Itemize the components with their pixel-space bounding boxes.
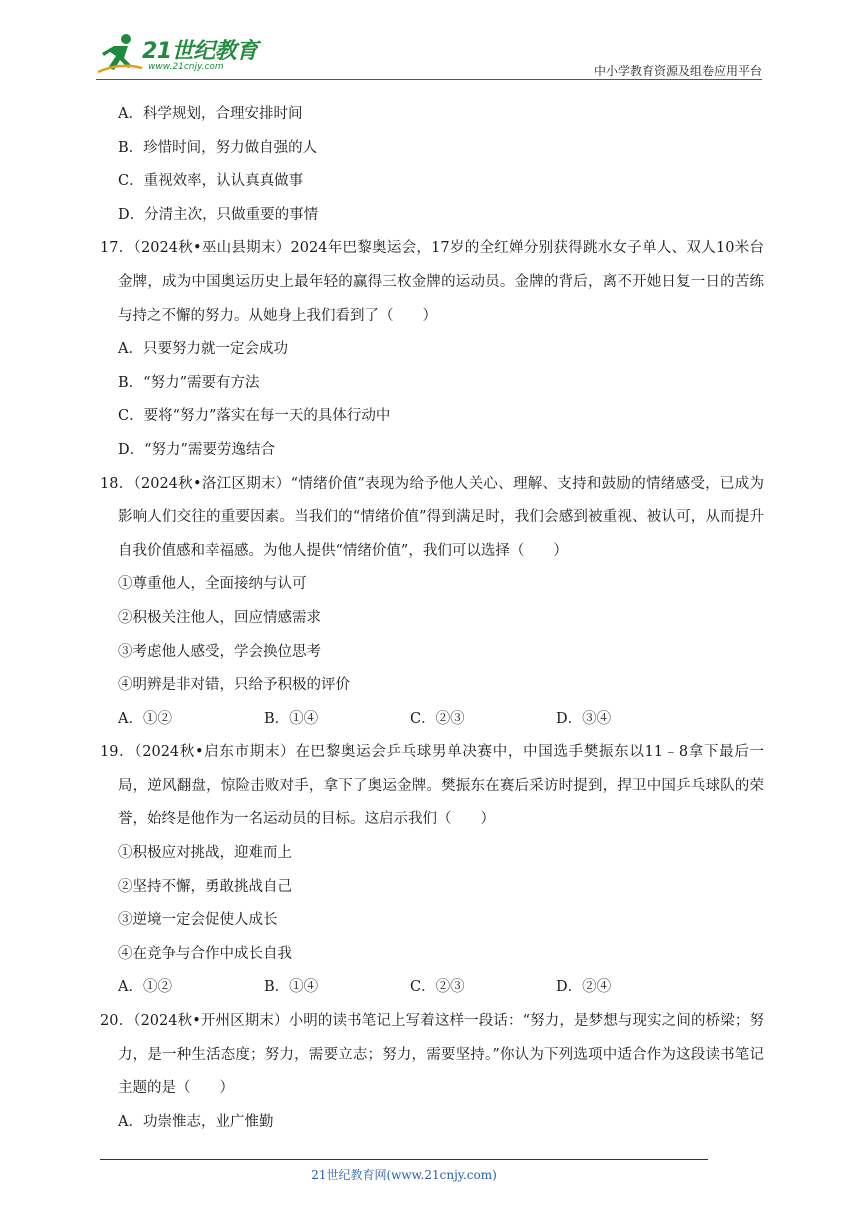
q16-option-c: C．重视效率，认认真真做事 (118, 173, 304, 190)
q17-option-a: A．只要努力就一定会成功 (118, 341, 288, 358)
q19-statement-4: ④在竞争与合作中成长自我 (118, 945, 292, 962)
header-divider (96, 79, 762, 80)
q16-option-b: B．珍惜时间，努力做自强的人 (118, 139, 318, 156)
q19-choice-d: D．②④ (556, 979, 612, 996)
logo-text: 21世纪教育 (142, 39, 258, 64)
q19-choices (100, 971, 764, 1005)
header-tagline: 中小学教育资源及组卷应用平台 (593, 64, 762, 78)
q18-choice-a: A．①② (118, 710, 172, 727)
q16-option-d: D．分清主次，只做重要的事情 (118, 206, 319, 223)
footer-link[interactable]: 21世纪教育网(www.21cnjy.com) (311, 1168, 497, 1182)
runner-logo-icon (96, 32, 144, 76)
logo-url: www.21cnjy.com (148, 62, 224, 72)
q18-choice-d: D．③④ (556, 710, 612, 727)
q16-option-a: A．科学规划，合理安排时间 (118, 106, 303, 122)
q18-choices (100, 703, 764, 737)
q18-statement-3: ③考虑他人感受，学会换位思考 (118, 643, 321, 660)
question-20 (100, 1005, 764, 1106)
q19-stem: 19．（2024秋•启东市期末）在巴黎奥运会乒乓球男单决赛中，中国选手樊振东以11﹣8拿下最后一局，逆风翻盘，惊险击败对手，拿下了奥运金牌。樊振东在赛后采访时提到，捍卫中国乒乓球队的荣誉，始终是他作为一名运动员的目标。这启示我们（ ） (100, 744, 764, 828)
q18-statement-1: ①尊重他人，全面接纳与认可 (118, 576, 307, 593)
q17-option-b: B．“努力”需要有方法 (118, 374, 260, 391)
page-header (0, 0, 860, 80)
site-logo[interactable] (96, 32, 266, 78)
q19-statement-2: ②坚持不懈，勇敢挑战自己 (118, 878, 292, 895)
q18-choice-c: C．②③ (410, 710, 465, 727)
question-17 (100, 232, 764, 333)
q19-statement-1: ①积极应对挑战，迎难而上 (118, 845, 292, 862)
q20-stem: 20．（2024秋•开州区期末）小明的读书笔记上写着这样一段话：“努力，是梦想与现实之间的桥梁；努力，是一种生活态度；努力，需要立志；努力，需要坚持。”你认为下列选项中适合作为这段读书笔记主题的是（ ） (100, 1013, 764, 1097)
q18-stem: 18．（2024秋•洛江区期末）“情绪价值”表现为给予他人关心、理解、支持和鼓励的情绪感受，已成为影响人们交往的重要因素。当我们的“情绪价值”得到满足时，我们会感到被重视、被认可，从而提升自我价值感和幸福感。为他人提供“情绪价值”，我们可以选择（ ） (100, 475, 764, 559)
question-18 (100, 468, 764, 569)
question-content (100, 98, 764, 1139)
q17-option-c: C．要将“努力”落实在每一天的具体行动中 (118, 408, 391, 425)
q19-choice-a: A．①② (118, 979, 172, 996)
q19-choice-c: C．②③ (410, 979, 465, 996)
question-19 (100, 736, 764, 837)
q18-statement-4: ④明辨是非对错，只给予积极的评价 (118, 677, 350, 694)
q18-statement-2: ②积极关注他人，回应情感需求 (118, 609, 321, 626)
q20-option-a: A．功崇惟志，业广惟勤 (118, 1113, 274, 1130)
q18-choice-b: B．①④ (264, 710, 319, 727)
q17-stem: 17．（2024秋•巫山县期末）2024年巴黎奥运会，17岁的全红婵分别获得跳水女子单人、双人10米台金牌，成为中国奥运历史上最年轻的赢得三枚金牌的运动员。金牌的背后，离不开她日复一日的苦练与持之不懈的努力。从她身上我们看到了（ ） (100, 240, 764, 324)
q19-choice-b: B．①④ (264, 979, 319, 996)
q17-option-d: D．“努力”需要劳逸结合 (118, 441, 275, 458)
footer-divider (100, 1159, 708, 1160)
q19-statement-3: ③逆境一定会促使人成长 (118, 912, 278, 929)
